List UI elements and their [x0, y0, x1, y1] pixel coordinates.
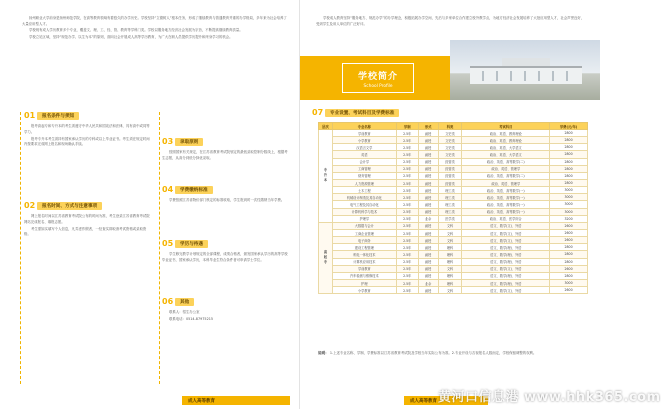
- table-cell: 3000: [550, 279, 588, 286]
- table-cell: 3000: [550, 194, 588, 201]
- table-cell: 函授: [418, 265, 438, 272]
- table-cell: 语文、数学(理)、外语: [462, 251, 550, 258]
- table-cell: 2800: [550, 244, 588, 251]
- table-cell: 函授: [418, 130, 438, 137]
- program-table: [318, 122, 588, 294]
- table-cell: 经管类: [438, 165, 462, 172]
- table-cell: 3000: [550, 208, 588, 215]
- table-cell: 2800: [550, 172, 588, 179]
- table-cell: 语文、数学(文)、外语: [462, 229, 550, 236]
- section-number: 06: [162, 297, 174, 306]
- table-cell: 2.5年: [396, 179, 418, 186]
- table-cell: 政治、英语、管理学: [462, 179, 550, 186]
- table-row: [319, 151, 588, 158]
- table-row: [319, 251, 588, 258]
- table-cell: 学前教育: [332, 130, 396, 137]
- table-cell: 函授: [418, 237, 438, 244]
- table-cell: 2600: [550, 229, 588, 236]
- table-cell: 政治、英语、管理学: [462, 165, 550, 172]
- table-cell: 电气工程及其自动化: [332, 201, 396, 208]
- section-text: 联系人：招生办公室: [169, 310, 200, 314]
- table-row: [319, 258, 588, 265]
- section-number: 01: [24, 111, 36, 120]
- section-title: 其他: [175, 298, 194, 306]
- section-03: [162, 136, 290, 163]
- section-02: [24, 200, 152, 239]
- building-window: [524, 71, 526, 81]
- column-header: 学制: [396, 123, 418, 130]
- section-title: 录取原则: [175, 138, 203, 146]
- table-cell: 2800: [550, 144, 588, 151]
- table-cell: 3200: [550, 215, 588, 222]
- table-cell: 政治、英语、教育理论: [462, 137, 550, 144]
- table-cell: 2.5年: [396, 194, 418, 201]
- column-header: 专业名称: [332, 123, 396, 130]
- section-text: 按照国家有关规定，在江苏省教育考试院划定的最低录取控制分数线上，根据考生志愿，从高分到低分择优录取。: [162, 150, 288, 160]
- table-cell: 2.5年: [396, 201, 418, 208]
- column-header: 学费(元/年): [550, 123, 588, 130]
- table-cell: 函授: [418, 244, 438, 251]
- badge-subtitle: School Profile: [363, 84, 393, 89]
- table-row: [319, 244, 588, 251]
- section-text: 联系电话：0514-87975215: [169, 317, 214, 322]
- table-cell: 业余: [418, 279, 438, 286]
- building-window: [496, 71, 498, 81]
- table-row: [319, 237, 588, 244]
- table-header-row: [319, 123, 588, 130]
- table-cell: 语文、数学(文)、外语: [462, 222, 550, 229]
- table-cell: 函授: [418, 229, 438, 236]
- table-row: [319, 144, 588, 151]
- table-row: [319, 279, 588, 286]
- table-cell: 2800: [550, 258, 588, 265]
- table-cell: 政治、英语、高等数学(一): [462, 208, 550, 215]
- table-cell: 英语: [332, 151, 396, 158]
- table-row: [319, 287, 588, 294]
- table-cell: 机电一体化技术: [332, 251, 396, 258]
- table-cell: 文科: [438, 237, 462, 244]
- table-cell: 2600: [550, 237, 588, 244]
- section-number: 02: [24, 201, 36, 210]
- table-cell: 语文、数学(理)、外语: [462, 279, 550, 286]
- column-header: 考试科目: [462, 123, 550, 130]
- table-cell: 2600: [550, 287, 588, 294]
- table-cell: 业余: [418, 215, 438, 222]
- table-cell: 2.5年: [396, 287, 418, 294]
- table-cell: 政治、英语、高等数学(二): [462, 172, 550, 179]
- table-cell: 会计学: [332, 158, 396, 165]
- table-cell: 2.5年: [396, 208, 418, 215]
- table-cell: 计算机科学与技术: [332, 208, 396, 215]
- table-cell: 2.5年: [396, 151, 418, 158]
- table-row: [319, 179, 588, 186]
- table-cell: 2.5年: [396, 265, 418, 272]
- table-cell: 理科: [438, 244, 462, 251]
- table-cell: 小学教育: [332, 287, 396, 294]
- table-cell: 函授: [418, 208, 438, 215]
- table-row: [319, 172, 588, 179]
- table-cell: 文史类: [438, 144, 462, 151]
- table-cell: 计算机应用技术: [332, 258, 396, 265]
- table-cell: 3000: [550, 187, 588, 194]
- table-cell: 财务管理: [332, 172, 396, 179]
- section-text: 报考专升本考生须持有国家承认学历的专科或以上毕业证书。考生须在规定时间内按要求完成网上报名和现场确认手续。: [24, 136, 150, 147]
- table-cell: 理工类: [438, 201, 462, 208]
- table-row: [319, 165, 588, 172]
- table-row: [319, 229, 588, 236]
- intro-paragraph: 学校立足区域，坚持“规范办学、以生为本”的原则，面向社会开展成人高等学历教育，为广大在职人员提供学历提升和终身学习的机会。: [29, 34, 233, 39]
- table-row: [319, 265, 588, 272]
- table-cell: 理科: [438, 258, 462, 265]
- table-row: [319, 130, 588, 137]
- section-title: 报名条件与须知: [37, 112, 79, 120]
- table-row: [319, 201, 588, 208]
- table-cell: 语文、数学(文)、外语: [462, 237, 550, 244]
- note-body: 1.上述专业名称、学制、学费标准以江苏省教育考试院及学校当年实际公布为准。2.专业开设与否视报名人数而定，学校保留调整的权利。: [329, 351, 537, 355]
- table-cell: 函授: [418, 222, 438, 229]
- table-cell: 经管类: [438, 158, 462, 165]
- table-cell: 语文、数学(理)、外语: [462, 244, 550, 251]
- table-cell: 2600: [550, 265, 588, 272]
- table-cell: 理工类: [438, 194, 462, 201]
- table-cell: 汽车检测与维修技术: [332, 272, 396, 279]
- table-row: [319, 272, 588, 279]
- table-cell: 函授: [418, 272, 438, 279]
- table-cell: 文科: [438, 287, 462, 294]
- table-cell: 土木工程: [332, 187, 396, 194]
- table-cell: 理工类: [438, 208, 462, 215]
- table-cell: 政治、英语、高等数学(一): [462, 201, 550, 208]
- table-cell: 文史类: [438, 137, 462, 144]
- intro-paragraph: 学校现有成人学历教育多个专业，覆盖文、理、工、经、管、教育等学科门类。学校以服务地方经济社会发展为宗旨，不断提高继续教育质量。: [29, 28, 243, 33]
- table-cell: 3000: [550, 201, 588, 208]
- table-cell: 政治、英语、高等数学(二): [462, 158, 550, 165]
- section-text: 学生修完教学计划规定的全部课程，成绩合格者，颁发国家承认学历的高等学校毕业证书，国家承认学历，本科毕业生符合条件者可申请学士学位。: [162, 252, 288, 262]
- intro-paragraph: 学校成人教育坚持“服务地方、规范办学”的办学理念，积极拓展办学空间，先后与多家单位合作建立校外教学点，为地方经济社会发展培养了大批应用型人才，社会声誉良好，受到学生及用人单位的广泛好评。: [316, 16, 585, 26]
- table-cell: 理科: [438, 279, 462, 286]
- table-cell: 文科: [438, 265, 462, 272]
- dotted-divider: [20, 112, 21, 384]
- section-text: 网上报名时间以江苏省教育考试院公布的时间为准，考生登录江苏省教育考试院网站完成报名、填报志愿。: [24, 214, 150, 224]
- table-cell: 人力资源管理: [332, 179, 396, 186]
- section-number: 04: [162, 185, 174, 194]
- table-cell: 2.5年: [396, 279, 418, 286]
- table-cell: 2.5年: [396, 237, 418, 244]
- table-cell: 电子商务: [332, 237, 396, 244]
- table-cell: 汉语言文学: [332, 144, 396, 151]
- building-window: [510, 71, 512, 81]
- section-06: [162, 296, 290, 324]
- left-page: [0, 0, 300, 409]
- table-cell: 2800: [550, 151, 588, 158]
- table-cell: 经管类: [438, 179, 462, 186]
- table-cell: 2800: [550, 165, 588, 172]
- table-cell: 函授: [418, 287, 438, 294]
- table-cell: 2800: [550, 179, 588, 186]
- intro-paragraph: 扬州职业大学前身是扬州师范学院，在高等教育领域有着悠久的办学历史。学校坚持“立德树人”根本任务，形成了继续教育与普通教育并重的办学格局，多年来为社会培养了大量应用型人才。: [22, 16, 287, 26]
- left-intro: [22, 16, 290, 41]
- table-note: [318, 351, 586, 357]
- table-cell: 政治、英语、高等数学(一): [462, 187, 550, 194]
- table-cell: 2800: [550, 272, 588, 279]
- table-cell: 语文、数学(理)、外语: [462, 272, 550, 279]
- badge-title: 学校简介: [357, 72, 398, 82]
- table-cell: 2.5年: [396, 244, 418, 251]
- table-cell: 语文、数学(文)、外语: [462, 287, 550, 294]
- table-cell: 大数据与会计: [332, 222, 396, 229]
- table-cell: 理工类: [438, 187, 462, 194]
- table-cell: 函授: [418, 158, 438, 165]
- table-cell: 文科: [438, 229, 462, 236]
- table-cell: 经管类: [438, 172, 462, 179]
- table-row: [319, 222, 588, 229]
- section-title: 报名时间、方式与注意事项: [37, 202, 102, 210]
- section-title: 学历与待遇: [175, 240, 208, 248]
- table-cell: 2800: [550, 137, 588, 144]
- table-cell: 护理学: [332, 215, 396, 222]
- table-cell: 小学教育: [332, 137, 396, 144]
- table-cell: 工商企业管理: [332, 229, 396, 236]
- level-group-cell: 专升本: [319, 130, 333, 223]
- column-header: 层次: [319, 123, 333, 130]
- section-05: [162, 238, 290, 265]
- table-cell: 函授: [418, 165, 438, 172]
- watermark: 黄河口信息港 www.hhk365.com: [438, 390, 661, 405]
- school-profile-badge: [342, 63, 414, 93]
- section-text: 报考高起专和专升本的考生须遵守中华人民共和国宪法和法律，具有高中或同等学力。: [24, 124, 150, 134]
- table-cell: 理科: [438, 272, 462, 279]
- section-title: 专业设置、考试科目及学费标准: [325, 109, 399, 117]
- dotted-divider: [159, 112, 160, 384]
- table-cell: 2800: [550, 251, 588, 258]
- table-cell: 政治、英语、大学语文: [462, 151, 550, 158]
- table-cell: 文史类: [438, 130, 462, 137]
- building-window: [538, 71, 540, 81]
- table-cell: 2.5年: [396, 187, 418, 194]
- table-cell: 2800: [550, 158, 588, 165]
- table-cell: 2.5年: [396, 215, 418, 222]
- table-cell: 函授: [418, 258, 438, 265]
- table-cell: 2.5年: [396, 172, 418, 179]
- table-cell: 2.5年: [396, 222, 418, 229]
- table-cell: 函授: [418, 201, 438, 208]
- section-04: [162, 184, 290, 205]
- table-cell: 函授: [418, 137, 438, 144]
- table-cell: 2.5年: [396, 130, 418, 137]
- table-row: [319, 208, 588, 215]
- table-cell: 理科: [438, 251, 462, 258]
- table-heading: [312, 108, 399, 117]
- section-text: 学费按照江苏省物价部门核定的标准收取，学生报到时一次性缴纳当年学费。: [169, 198, 285, 202]
- table-cell: 2.5年: [396, 158, 418, 165]
- column-header: 形式: [418, 123, 438, 130]
- table-cell: 2600: [550, 222, 588, 229]
- table-cell: 政治、英语、大学语文: [462, 144, 550, 151]
- table-row: [319, 137, 588, 144]
- table-cell: 2800: [550, 130, 588, 137]
- table-row: [319, 187, 588, 194]
- table-cell: 2.5年: [396, 251, 418, 258]
- column-header: 科类: [438, 123, 462, 130]
- table-cell: 函授: [418, 172, 438, 179]
- table-cell: 文史类: [438, 151, 462, 158]
- section-number: 03: [162, 137, 174, 146]
- table-cell: 2.5年: [396, 144, 418, 151]
- section-title: 学费缴纳标准: [175, 186, 213, 194]
- table-cell: 医学类: [438, 215, 462, 222]
- table-row: [319, 215, 588, 222]
- table-cell: 语文、数学(理)、外语: [462, 258, 550, 265]
- table-cell: 工商管理: [332, 165, 396, 172]
- table-cell: 2.5年: [396, 165, 418, 172]
- table-cell: 函授: [418, 187, 438, 194]
- table-cell: 函授: [418, 251, 438, 258]
- building-window: [552, 71, 554, 81]
- table-cell: 语文、数学(文)、外语: [462, 265, 550, 272]
- table-cell: 政治、英语、医学综合: [462, 215, 550, 222]
- section-number: 07: [312, 108, 324, 117]
- table-cell: 政治、英语、高等数学(一): [462, 194, 550, 201]
- brand-label: 成人高等教育: [404, 396, 488, 405]
- table-cell: 护理: [332, 279, 396, 286]
- campus-photo: [450, 40, 600, 100]
- table-cell: 政治、英语、教育理论: [462, 130, 550, 137]
- table-row: [319, 158, 588, 165]
- table-cell: 函授: [418, 151, 438, 158]
- section-01: [24, 110, 152, 149]
- table-cell: 2.5年: [396, 137, 418, 144]
- section-number: 05: [162, 239, 174, 248]
- table-cell: 机械设计制造及其自动化: [332, 194, 396, 201]
- brand-label: 成人高等教育: [182, 396, 290, 405]
- table-cell: 2.5年: [396, 272, 418, 279]
- building-window: [482, 71, 484, 81]
- table-cell: 建设工程管理: [332, 244, 396, 251]
- section-text: 考生需如实填写个人信息，凡弄虚作假者，一经查实即取消考试资格或录取资格。: [24, 226, 147, 237]
- table-cell: 2.5年: [396, 258, 418, 265]
- table-cell: 文科: [438, 222, 462, 229]
- building-window: [566, 71, 568, 81]
- table-cell: 函授: [418, 194, 438, 201]
- table-cell: 2.5年: [396, 229, 418, 236]
- table-cell: 函授: [418, 179, 438, 186]
- level-group-cell: 高起专: [319, 222, 333, 293]
- table-row: [319, 194, 588, 201]
- table-cell: 函授: [418, 144, 438, 151]
- note-title: 说明：: [318, 351, 329, 355]
- table-cell: 学前教育: [332, 265, 396, 272]
- right-intro: [316, 16, 586, 27]
